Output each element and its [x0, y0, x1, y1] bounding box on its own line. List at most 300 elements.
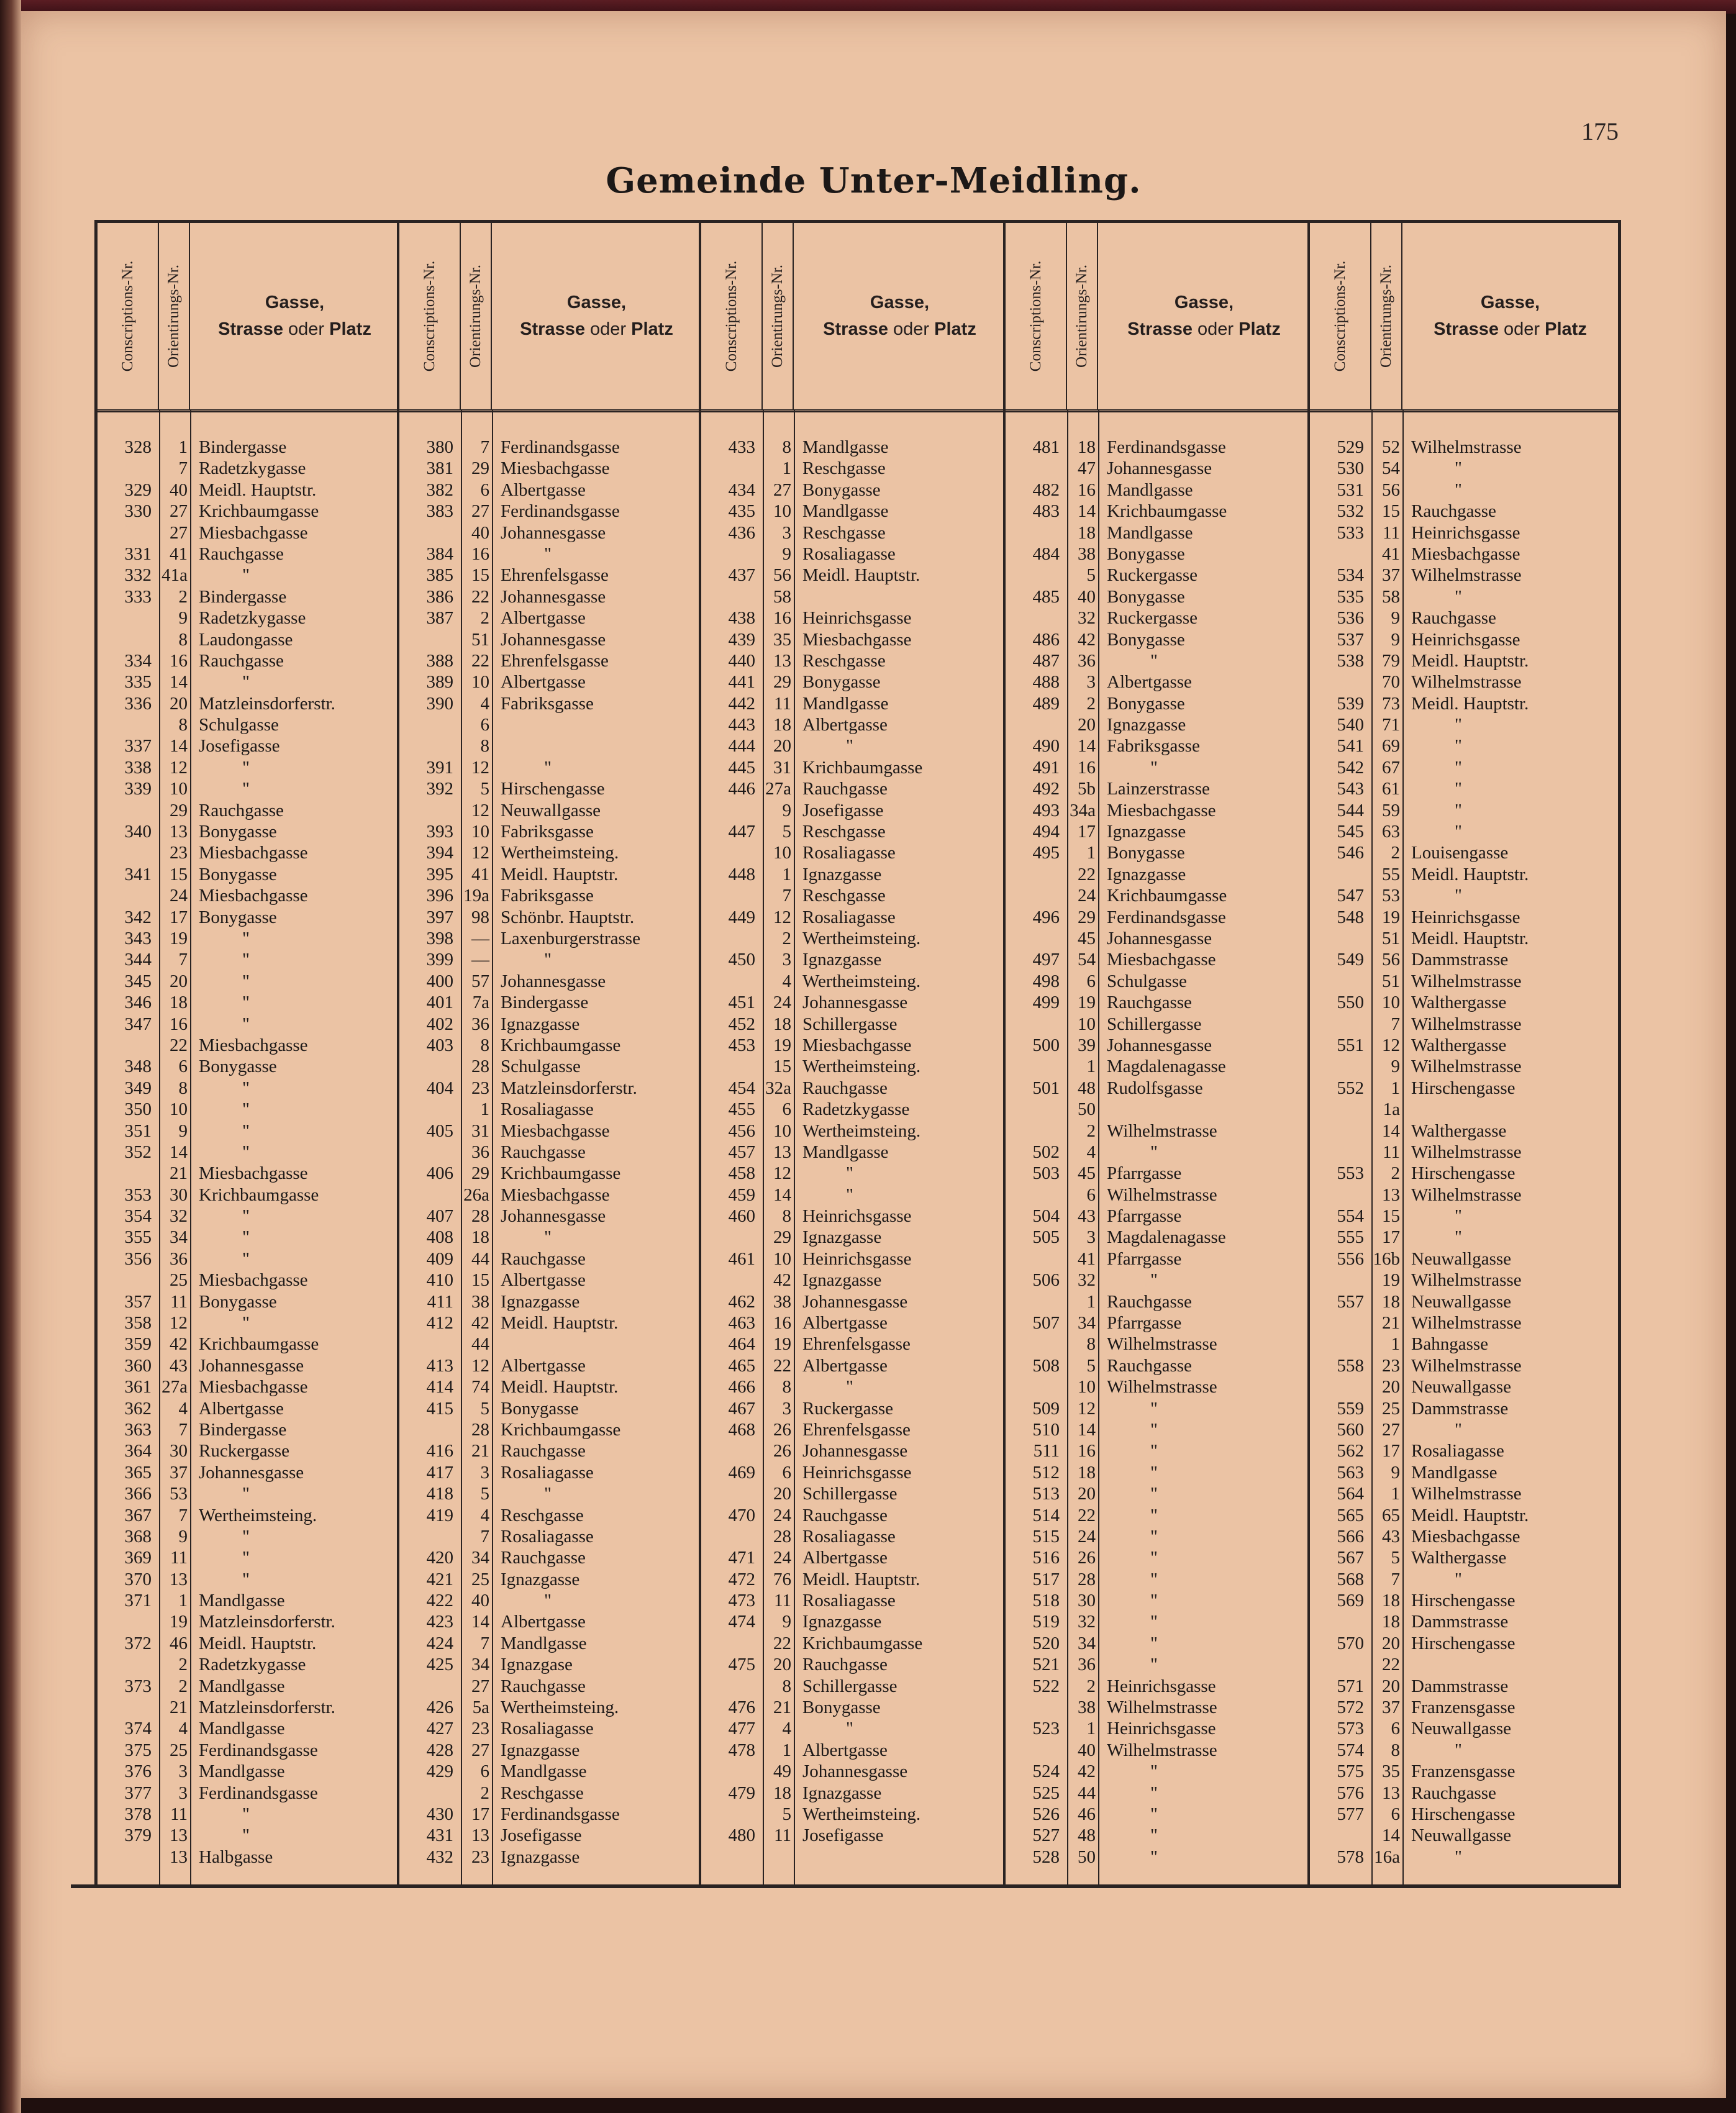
table-row	[98, 1847, 397, 1868]
orientation-number: 10	[773, 843, 791, 863]
header-conscriptions	[701, 223, 763, 409]
orientation-number: 7	[178, 1505, 188, 1525]
orientation-number: 22	[471, 586, 489, 607]
street-name: Rauchgasse	[501, 1676, 586, 1696]
table-row	[1310, 1099, 1618, 1120]
street-name: Meidl. Hauptstr.	[1411, 864, 1529, 884]
table-row	[701, 842, 1003, 863]
header-orientirungs-label: Orientirungs-Nr.	[1378, 265, 1394, 368]
conscription-number: 429	[426, 1761, 453, 1782]
orientation-number: 36	[1078, 650, 1096, 671]
conscription-number: 450	[728, 950, 755, 970]
orientation-number: 45	[1078, 928, 1096, 948]
orientation-number: 4	[480, 693, 489, 714]
header-word-strasse: Strasse	[1434, 319, 1499, 339]
table-row	[399, 1505, 699, 1526]
orientation-number: 2	[178, 1655, 188, 1675]
orientation-number: 6	[480, 479, 489, 500]
orientation-number: 2	[1391, 843, 1400, 863]
orientation-number: 41a	[161, 565, 188, 586]
table-row	[98, 1633, 397, 1654]
orientation-number: 9	[782, 1612, 791, 1632]
conscription-number: 465	[728, 1355, 755, 1376]
orientation-number: 13	[471, 1825, 489, 1846]
street-name: Johannesgasse	[501, 1206, 606, 1227]
orientation-number: 34	[1078, 1633, 1096, 1653]
conscription-number: 475	[728, 1655, 755, 1675]
orientation-number: 2	[1086, 1120, 1096, 1141]
table-row	[399, 864, 699, 885]
street-name: Mandlgasse	[501, 1633, 587, 1653]
table-row	[98, 714, 397, 735]
orientation-number: 28	[773, 1526, 791, 1547]
conscription-number: 560	[1337, 1419, 1364, 1440]
conscription-number: 328	[124, 437, 152, 457]
table-row	[399, 522, 699, 543]
orientation-number: 42	[170, 1334, 188, 1355]
street-name: Wertheimsteing.	[501, 1697, 619, 1718]
street-name: Bindergasse	[199, 1419, 287, 1440]
table-row	[1310, 1142, 1618, 1163]
street-name: "	[1150, 1484, 1158, 1504]
table-row	[1310, 735, 1618, 757]
street-name: Albertgasse	[501, 608, 586, 629]
orientation-number: 13	[170, 1825, 188, 1846]
street-name: Meidl. Hauptstr.	[199, 479, 317, 500]
orientation-number: 41	[471, 864, 489, 884]
conscription-number: 347	[124, 1014, 152, 1034]
orientation-number: 16	[471, 543, 489, 564]
street-name: "	[846, 1163, 853, 1184]
orientation-number: 26a	[463, 1184, 489, 1205]
conscription-number: 541	[1337, 736, 1364, 757]
orientation-number: 19	[1382, 907, 1400, 927]
table-row	[1006, 1035, 1307, 1056]
conscription-number: 421	[426, 1569, 453, 1589]
orientation-number: 38	[471, 1291, 489, 1312]
orientation-number: 4	[480, 1505, 489, 1525]
conscription-number: 383	[426, 501, 453, 522]
table-row	[1310, 1056, 1618, 1077]
orientation-number: 24	[773, 1548, 791, 1568]
orientation-number: 44	[471, 1248, 489, 1269]
street-name: Rauchgasse	[199, 800, 284, 820]
conscription-number: 528	[1032, 1847, 1060, 1867]
table-row	[701, 1270, 1003, 1291]
table-row	[1310, 1633, 1618, 1654]
conscription-number: 408	[426, 1227, 453, 1248]
orientation-number: 11	[774, 1591, 791, 1611]
street-name: Rauchgasse	[1107, 1291, 1192, 1312]
table-row	[98, 992, 397, 1013]
header-street-line2	[1127, 316, 1281, 343]
table-row	[701, 437, 1003, 458]
orientation-number: 5	[782, 1804, 791, 1824]
conscription-number: 546	[1337, 843, 1364, 863]
conscription-number: 532	[1337, 501, 1364, 522]
street-name: Josefigasse	[199, 736, 280, 757]
orientation-number: 43	[1078, 1206, 1096, 1227]
header-conscriptions-label: Conscriptions-Nr.	[722, 260, 740, 372]
table-row	[399, 1440, 699, 1461]
conscription-number: 338	[124, 757, 152, 778]
orientation-number: 21	[170, 1697, 188, 1718]
street-name: Heinrichsgasse	[1107, 1719, 1216, 1739]
orientation-number: 13	[1382, 1783, 1400, 1803]
conscription-number: 376	[124, 1761, 152, 1782]
table-row	[1310, 1291, 1618, 1312]
street-name: Bonygasse	[1107, 586, 1185, 607]
conscription-number: 478	[728, 1740, 755, 1760]
table-row	[399, 1206, 699, 1227]
street-name: Laudongasse	[199, 629, 293, 650]
street-name: Pfarrgasse	[1107, 1313, 1182, 1334]
orientation-number: 22	[773, 1633, 791, 1653]
conscription-number: 476	[728, 1697, 755, 1718]
header-word-oder: oder	[590, 319, 627, 339]
street-name: Bonygasse	[802, 479, 881, 500]
table-row	[1310, 671, 1618, 693]
street-name: Heinrichsgasse	[802, 608, 912, 629]
orientation-number: 12	[471, 800, 489, 820]
table-row	[399, 1676, 699, 1697]
street-name: Miesbachgasse	[1107, 950, 1216, 970]
orientation-number: 98	[471, 907, 489, 927]
orientation-number: 14	[170, 736, 188, 757]
conscription-number: 377	[124, 1783, 152, 1803]
orientation-number: 42	[471, 1313, 489, 1334]
street-name: "	[242, 1804, 250, 1824]
conscription-number: 384	[426, 543, 453, 564]
table-row	[399, 1483, 699, 1504]
conscription-number: 427	[426, 1719, 453, 1739]
street-name: Hirschengasse	[1411, 1804, 1516, 1824]
header-street	[1402, 223, 1618, 409]
table-row	[98, 1184, 397, 1206]
street-name: Johannesgasse	[501, 522, 606, 543]
table-row	[1310, 586, 1618, 607]
orientation-number: 7	[178, 950, 188, 970]
orientation-number: 20	[170, 971, 188, 991]
orientation-number: 18	[1078, 437, 1096, 457]
conscription-number: 473	[728, 1591, 755, 1611]
orientation-number: 2	[178, 1676, 188, 1696]
orientation-number: 2	[1086, 1676, 1096, 1696]
orientation-number: 19	[773, 1334, 791, 1355]
orientation-number: 40	[170, 479, 188, 500]
table-row	[399, 437, 699, 458]
orientation-number: 2	[1391, 1163, 1400, 1184]
orientation-number: 8	[782, 437, 791, 457]
street-name: Ignazgasse	[501, 1740, 580, 1760]
orientation-number: 14	[1382, 1120, 1400, 1141]
street-name: Johannesgasse	[802, 1761, 908, 1782]
orientation-number: 65	[1382, 1505, 1400, 1525]
table-row	[701, 1569, 1003, 1590]
street-name: Albertgasse	[501, 479, 586, 500]
orientation-number: 12	[1382, 1035, 1400, 1055]
orientation-number: 9	[178, 1120, 188, 1141]
orientation-number: 4	[782, 971, 791, 991]
orientation-number: 10	[773, 1120, 791, 1141]
orientation-number: 48	[1078, 1825, 1096, 1846]
street-name: Rudolfsgasse	[1107, 1078, 1203, 1098]
street-name: Rauchgasse	[802, 1505, 888, 1525]
table-row	[98, 778, 397, 799]
table-row	[1310, 1312, 1618, 1334]
orientation-number: 13	[773, 650, 791, 671]
table-row	[701, 1227, 1003, 1248]
conscription-number: 490	[1032, 736, 1060, 757]
orientation-number: 9	[782, 543, 791, 564]
orientation-number: 10	[471, 672, 489, 693]
conscription-number: 451	[728, 993, 755, 1013]
orientation-number: 5	[1086, 1355, 1096, 1376]
table-row	[399, 1078, 699, 1099]
table-row	[399, 607, 699, 629]
table-row	[701, 522, 1003, 543]
street-name: Albertgasse	[199, 1398, 284, 1419]
table-row	[701, 1056, 1003, 1077]
table-row	[1006, 650, 1307, 671]
street-name: Albertgasse	[501, 1355, 586, 1376]
street-name: Heinrichsgasse	[802, 1462, 912, 1483]
header-orientirungs	[1067, 223, 1098, 409]
orientation-number: 8	[782, 1676, 791, 1696]
table-row	[1310, 1590, 1618, 1611]
conscription-number: 392	[426, 779, 453, 799]
orientation-number: 18	[773, 715, 791, 735]
conscription-number: 513	[1032, 1484, 1060, 1504]
orientation-number: 29	[773, 1227, 791, 1248]
orientation-number: 1	[782, 1740, 791, 1760]
table-row	[1006, 714, 1307, 735]
orientation-number: 16	[170, 1014, 188, 1034]
table-row	[701, 1184, 1003, 1206]
table-row	[701, 1676, 1003, 1697]
conscription-number: 516	[1032, 1548, 1060, 1568]
table-row	[399, 1783, 699, 1804]
street-name: Ignazgasse	[802, 1612, 882, 1632]
table-row	[1006, 543, 1307, 565]
conscription-number: 362	[124, 1398, 152, 1419]
conscription-number: 519	[1032, 1612, 1060, 1632]
orientation-number: 17	[1078, 822, 1096, 842]
orientation-number: 58	[1382, 586, 1400, 607]
street-name: "	[846, 1184, 853, 1205]
conscription-number: 351	[124, 1120, 152, 1141]
table-row	[1310, 1184, 1618, 1206]
table-row	[399, 1163, 699, 1184]
conscription-number: 381	[426, 458, 453, 479]
street-name: Rosaliagasse	[501, 1462, 594, 1483]
table-row	[399, 1184, 699, 1206]
table-row	[701, 1398, 1003, 1419]
table-row	[1310, 800, 1618, 821]
conscription-number: 369	[124, 1548, 152, 1568]
orientation-number: 14	[170, 672, 188, 693]
street-name: Hirschengasse	[1411, 1633, 1516, 1653]
conscription-number: 552	[1337, 1078, 1364, 1098]
table-row	[1006, 778, 1307, 799]
table-row	[399, 757, 699, 778]
street-name: Ehrenfelsgasse	[802, 1419, 911, 1440]
conscription-number: 455	[728, 1099, 755, 1120]
table-row	[399, 1291, 699, 1312]
street-name: "	[1455, 586, 1462, 607]
orientation-number: 27	[170, 522, 188, 543]
table-row	[1310, 1078, 1618, 1099]
table-row	[399, 1334, 699, 1355]
table-row	[1310, 1804, 1618, 1825]
conscription-number: 333	[124, 586, 152, 607]
table-row	[98, 949, 397, 970]
street-name: Hirschengasse	[501, 779, 605, 799]
street-name: Neuwallgasse	[1411, 1377, 1512, 1397]
header-orientirungs	[1371, 223, 1402, 409]
orientation-number: 10	[1078, 1014, 1096, 1034]
orientation-number: 29	[773, 672, 791, 693]
conscription-number: 485	[1032, 586, 1060, 607]
orientation-number: 11	[774, 693, 791, 714]
street-name: Matzleinsdorferstr.	[199, 1697, 335, 1718]
street-name: Schillergasse	[802, 1676, 898, 1696]
orientation-number: 5	[480, 1398, 489, 1419]
orientation-number: 34	[471, 1655, 489, 1675]
street-name: Bonygasse	[199, 907, 277, 927]
conscription-number: 514	[1032, 1505, 1060, 1525]
table-row	[98, 1440, 397, 1461]
street-name: "	[242, 672, 250, 693]
conscription-number: 400	[426, 971, 453, 991]
table-row	[701, 928, 1003, 949]
conscription-number: 469	[728, 1462, 755, 1483]
street-name: "	[1150, 1655, 1158, 1675]
table-row	[1310, 714, 1618, 735]
table-row	[399, 714, 699, 735]
orientation-number: 14	[471, 1612, 489, 1632]
orientation-number: 73	[1382, 693, 1400, 714]
table-row	[1006, 693, 1307, 714]
table-row	[1310, 1206, 1618, 1227]
street-name: "	[544, 1227, 552, 1248]
street-name: Johannesgasse	[802, 1291, 908, 1312]
conscription-number: 525	[1032, 1783, 1060, 1803]
table-row	[399, 1526, 699, 1547]
orientation-number: 7	[480, 1526, 489, 1547]
conscription-number: 410	[426, 1270, 453, 1291]
book-spine	[0, 0, 21, 2113]
header-street-label	[1402, 223, 1618, 409]
street-name: Ruckergasse	[1107, 608, 1198, 629]
table-row	[98, 693, 397, 714]
orientation-number: 25	[170, 1270, 188, 1291]
street-name: "	[242, 1014, 250, 1034]
conscription-number: 355	[124, 1227, 152, 1248]
street-name: Albertgasse	[501, 1270, 586, 1291]
street-name: Ignazgasse	[802, 1227, 882, 1248]
orientation-number: 19	[170, 928, 188, 948]
orientation-number: 36	[471, 1142, 489, 1162]
table-row	[1006, 907, 1307, 928]
orientation-number: 36	[1078, 1655, 1096, 1675]
orientation-number: 26	[773, 1441, 791, 1461]
header-conscriptions-label: Conscriptions-Nr.	[119, 260, 136, 372]
street-name: Rosaliagasse	[802, 907, 896, 927]
table-row	[1310, 1227, 1618, 1248]
table-row	[1310, 1376, 1618, 1397]
conscription-number: 458	[728, 1163, 755, 1184]
street-name: Ferdinandsgasse	[501, 437, 620, 457]
orientation-number: 23	[471, 1719, 489, 1739]
table-row	[1310, 437, 1618, 458]
page-number: 175	[1581, 117, 1619, 145]
table-row	[1310, 949, 1618, 970]
street-name: Bindergasse	[199, 586, 287, 607]
table-row	[399, 821, 699, 842]
table-row	[701, 757, 1003, 778]
conscription-number: 556	[1337, 1248, 1364, 1269]
street-name: Pfarrgasse	[1107, 1248, 1182, 1269]
table-row	[1006, 842, 1307, 863]
conscription-number: 336	[124, 693, 152, 714]
orientation-number: 15	[170, 864, 188, 884]
conscription-number: 499	[1032, 993, 1060, 1013]
street-name: Heinrichsgasse	[802, 1206, 912, 1227]
street-name: Wilhelmstrasse	[1411, 1313, 1522, 1334]
table-row	[701, 1312, 1003, 1334]
table-row	[1006, 1462, 1307, 1483]
header-street	[794, 223, 1006, 409]
orientation-number: 18	[1382, 1591, 1400, 1611]
table-row	[1006, 1633, 1307, 1654]
orientation-number: 27	[471, 501, 489, 522]
street-name: Bonygasse	[1107, 629, 1185, 650]
orientation-number: 24	[1078, 886, 1096, 906]
table-row	[701, 458, 1003, 479]
orientation-number: 4	[1086, 1142, 1096, 1162]
orientation-number: 21	[471, 1441, 489, 1461]
table-row	[1310, 885, 1618, 906]
orientation-number: 17	[170, 907, 188, 927]
table-row	[98, 1312, 397, 1334]
street-name: Miesbachgasse	[199, 843, 308, 863]
table-row	[399, 565, 699, 586]
header-word-strasse: Strasse	[218, 319, 283, 339]
table-row	[98, 543, 397, 565]
orientation-number: 61	[1382, 779, 1400, 799]
street-name: Josefigasse	[802, 800, 884, 820]
street-name: "	[242, 757, 250, 778]
street-name: "	[544, 1484, 552, 1504]
register-block-2	[399, 223, 701, 1888]
orientation-number: 13	[773, 1142, 791, 1162]
orientation-number: 22	[773, 1355, 791, 1376]
orientation-number: 34	[471, 1548, 489, 1568]
conscription-number: 493	[1032, 800, 1060, 820]
register-rows	[98, 437, 397, 1868]
conscription-number: 529	[1337, 437, 1364, 457]
header-street-label	[190, 223, 399, 409]
header-word-strasse: Strasse	[823, 319, 888, 339]
table-row	[98, 842, 397, 863]
street-name: Albertgasse	[501, 1612, 586, 1632]
street-name: "	[1455, 822, 1462, 842]
street-name: Rauchgasse	[199, 543, 284, 564]
table-row	[1006, 1270, 1307, 1291]
orientation-number: 1	[480, 1099, 489, 1120]
street-name: Lainzerstrasse	[1107, 779, 1210, 799]
